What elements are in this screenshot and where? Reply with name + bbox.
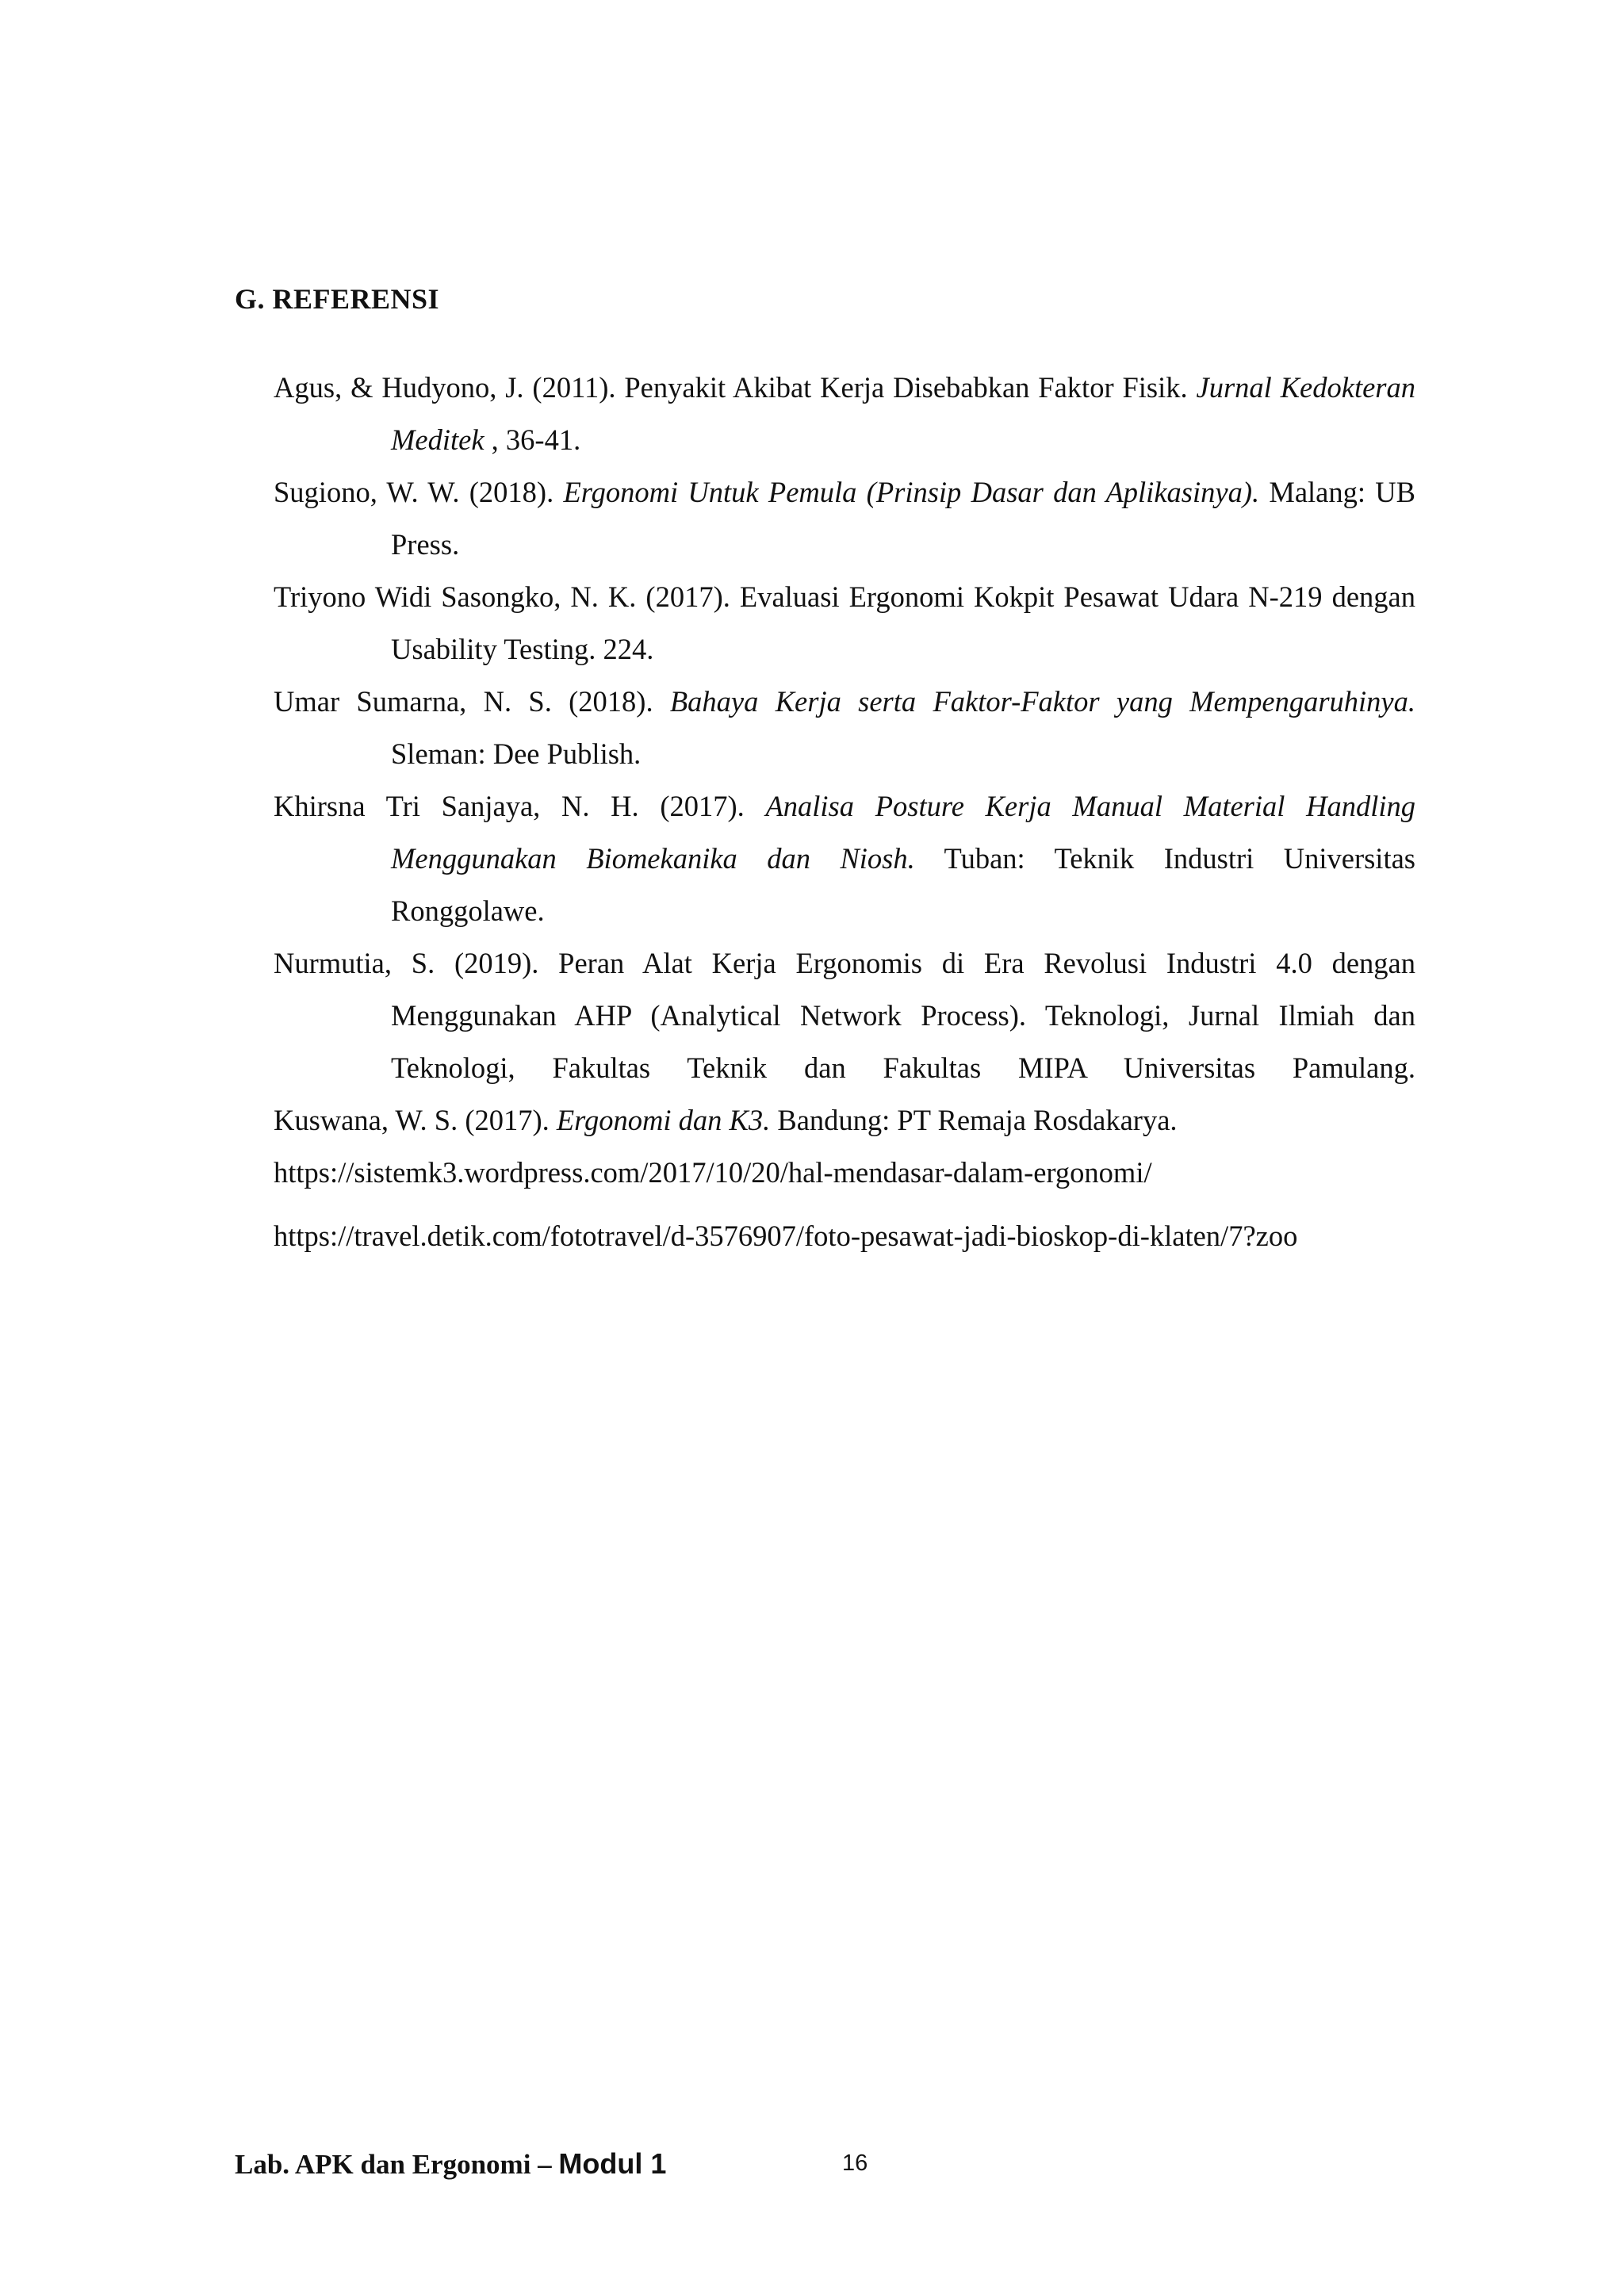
- reference-url-sistemk3: [274, 1147, 1415, 1199]
- reference-text-tail: Sleman: Dee Publish.: [391, 737, 642, 770]
- reference-sugiono: [274, 466, 1415, 571]
- reference-title-italic: Analisa Posture Kerja Manual Material Handling Menggunakan Biomekanika dan Niosh.: [391, 790, 1415, 875]
- reference-text: Nurmutia, S. (2019). Peran Alat Kerja Ergonomis di Era Revolusi Industri 4.0 dengan Menggunakan AHP (Analytical Network Process). Teknologi, Jurnal Ilmiah dan Teknologi, Fakultas Teknik dan Fakultas MIPA Universitas Pamulang.: [274, 947, 1415, 1084]
- reference-text: Kuswana, W. S. (2017).: [274, 1104, 557, 1136]
- page-number: 16: [842, 2150, 868, 2176]
- footer-modul-text: Modul 1: [558, 2147, 667, 2180]
- reference-text: Khirsna Tri Sanjaya, N. H. (2017).: [274, 790, 766, 822]
- reference-text: Triyono Widi Sasongko, N. K. (2017). Evaluasi Ergonomi Kokpit Pesawat Udara N-219 dengan Usability Testing. 224.: [274, 580, 1415, 665]
- reference-text-tail: Tuban: Teknik Industri Universitas Ronggolawe.: [391, 842, 1415, 927]
- footer-lab-text: Lab. APK dan Ergonomi –: [235, 2149, 559, 2180]
- reference-url-detik: [274, 1210, 1415, 1262]
- reference-nurmutia: [274, 937, 1415, 1094]
- reference-umar: [274, 676, 1415, 780]
- reference-text: Agus, & Hudyono, J. (2011). Penyakit Akibat Kerja Disebabkan Faktor Fisik.: [274, 371, 1197, 404]
- reference-text: Sugiono, W. W. (2018).: [274, 476, 564, 508]
- reference-source-italic: Jurnal Kedokteran Meditek: [391, 371, 1415, 456]
- reference-text-tail: Bandung: PT Remaja Rosdakarya.: [770, 1104, 1178, 1136]
- footer-lab-label: [235, 2147, 666, 2181]
- reference-url: https://sistemk3.wordpress.com/2017/10/20/hal-mendasar-dalam-ergonomi/: [274, 1156, 1152, 1189]
- reference-text: Umar Sumarna, N. S. (2018).: [274, 685, 670, 718]
- reference-text-tail: , 36-41.: [484, 423, 581, 456]
- section-heading: G. REFERENSI: [235, 283, 440, 315]
- reference-title-italic: Ergonomi dan K3.: [556, 1104, 771, 1136]
- reference-title-italic: Ergonomi Untuk Pemula (Prinsip Dasar dan Aplikasinya).: [563, 476, 1260, 508]
- reference-triyono: [274, 571, 1415, 676]
- reference-title-italic: Bahaya Kerja serta Faktor-Faktor yang Mempengaruhinya.: [669, 685, 1415, 718]
- reference-url: https://travel.detik.com/fototravel/d-3576907/foto-pesawat-jadi-bioskop-di-klaten/7?zoo: [274, 1220, 1298, 1252]
- reference-list: [274, 362, 1415, 1262]
- reference-khirsna: [274, 780, 1415, 937]
- reference-text-tail: Malang: UB Press.: [391, 476, 1416, 561]
- reference-kuswana: [274, 1094, 1415, 1147]
- reference-agus: [274, 362, 1415, 466]
